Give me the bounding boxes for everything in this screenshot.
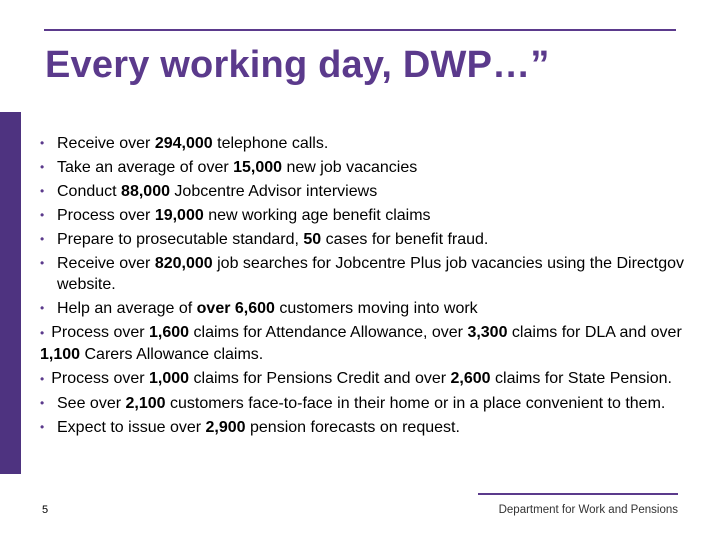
bullet-icon: • <box>40 184 45 198</box>
bullet-icon: • <box>40 208 45 222</box>
list-item: • See over 2,100 customers face-to-face in their home or in a place convenient to them. <box>40 395 666 412</box>
footer-divider <box>478 493 678 495</box>
bullet-list <box>40 133 710 441</box>
left-accent-bar <box>0 112 21 474</box>
bullet-icon: • <box>40 420 45 434</box>
bullet-icon: • <box>40 326 45 340</box>
bullet-icon: • <box>40 396 45 410</box>
bullet-icon: • <box>40 372 45 386</box>
list-item: • Help an average of over 6,600 customers moving into work <box>40 300 478 317</box>
list-item: • Take an average of over 15,000 new job vacancies <box>40 159 418 176</box>
list-item: • Process over 1,000 claims for Pensions Credit and over 2,600 claims for State Pension. <box>40 370 672 387</box>
list-item: • Process over 1,600 claims for Attendance Allowance, over 3,300 claims for DLA and over 1,100 Carers Allowance claims. <box>40 324 682 363</box>
bullet-icon: • <box>40 136 45 150</box>
slide-title: Every working day, DWP…” <box>45 44 550 86</box>
bullet-icon: • <box>40 232 45 246</box>
list-item: • Receive over 820,000 job searches for Jobcentre Plus job vacancies using the Directgov website. <box>40 255 685 293</box>
list-item: • Process over 19,000 new working age benefit claims <box>40 207 431 224</box>
bullet-icon: • <box>40 301 45 315</box>
list-item: • Receive over 294,000 telephone calls. <box>40 135 329 152</box>
bullet-icon: • <box>40 256 45 270</box>
list-item: • Prepare to prosecutable standard, 50 cases for benefit fraud. <box>40 231 489 248</box>
bullet-icon: • <box>40 160 45 174</box>
department-label: Department for Work and Pensions <box>498 504 678 516</box>
page-number: 5 <box>42 504 49 516</box>
list-item: • Expect to issue over 2,900 pension forecasts on request. <box>40 419 460 436</box>
list-item: • Conduct 88,000 Jobcentre Advisor interviews <box>40 183 378 200</box>
top-divider <box>44 29 676 31</box>
